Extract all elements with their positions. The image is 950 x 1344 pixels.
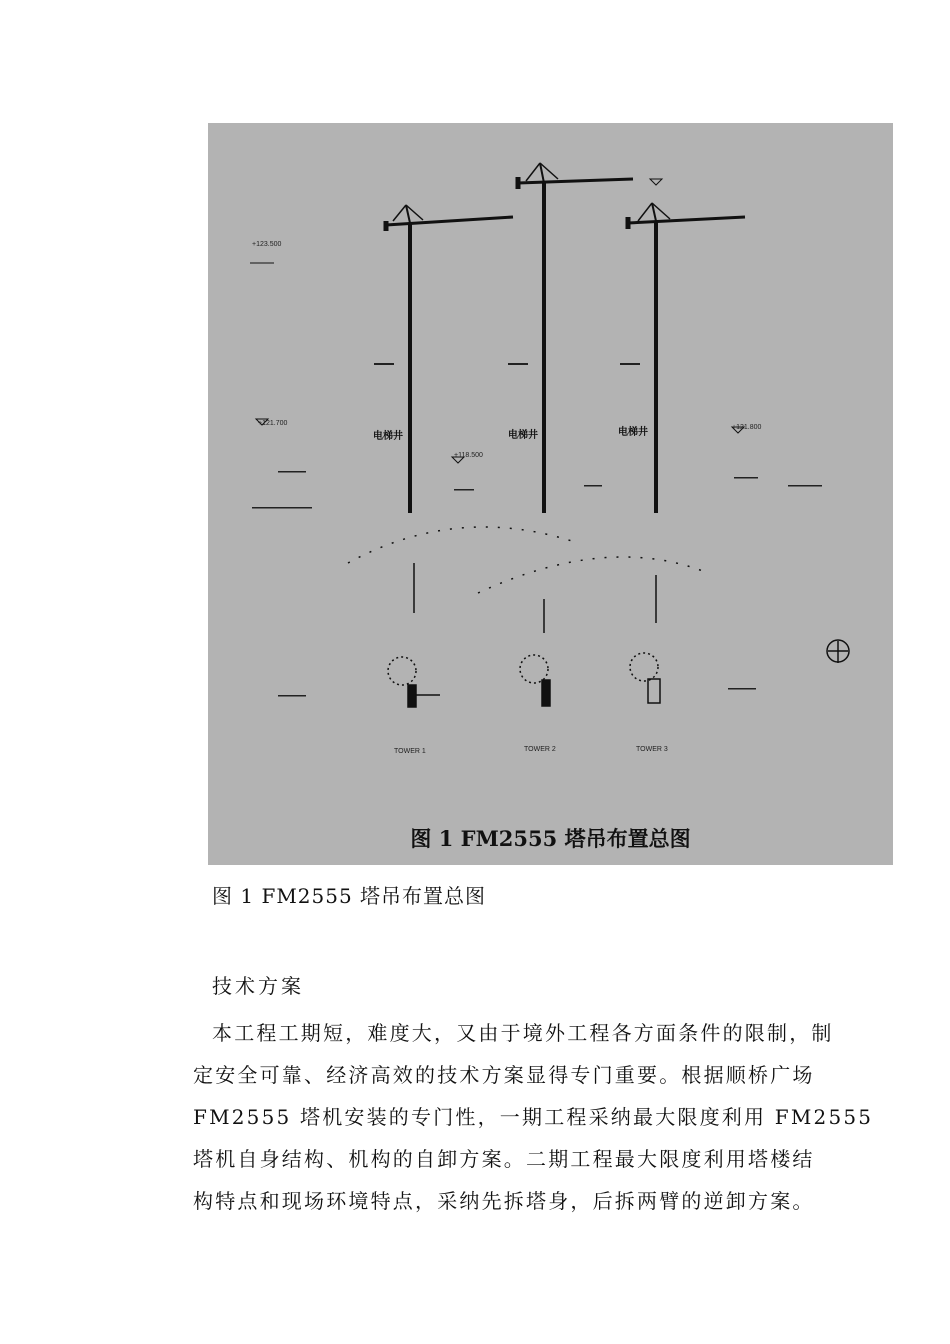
crane-2 [518,163,633,513]
paragraph-line: 构特点和现场环境特点，采纳先拆塔身，后拆两臂的逆卸方案。 [193,1189,815,1213]
crane-3 [628,203,745,513]
elevator-label-2: 电梯井 [508,430,538,441]
tower-label-1: TOWER 1 [394,748,426,755]
crane-1 [386,205,513,513]
body-paragraph [193,1012,874,1222]
plan-view [348,527,849,707]
figure-embedded-caption: 图 1 FM2555 塔吊布置总图 [410,826,691,851]
elevation-label-2: +121.700 [258,420,288,427]
paragraph-line: 定安全可靠、经济高效的技术方案显得专门重要。根据顺桥广场 [193,1063,815,1087]
paragraph-line: 塔机自身结构、机构的自卸方案。二期工程最大限度利用塔楼结 [193,1147,815,1171]
elevator-label-1: 电梯井 [373,431,403,442]
tower-label-2: TOWER 2 [524,746,556,753]
crane-drawing [208,123,893,865]
tower-crane-layout-figure [208,123,893,865]
elevator-label-3: 电梯井 [618,427,648,438]
figure-caption: 图 1 FM2555 塔吊布置总图 [212,884,487,908]
tower-label-3: TOWER 3 [636,746,668,753]
elevation-label-3: +118.500 [454,452,483,459]
section-heading: 技术方案 [212,974,304,998]
elevation-label-1: +123.500 [252,241,282,248]
drawing-marks [252,363,822,697]
elevation-label-4: +121.800 [732,424,762,431]
paragraph-line: 本工程工期短，难度大，又由于境外工程各方面条件的限制，制 [212,1021,834,1045]
paragraph-line: FM2555 塔机安装的专门性，一期工程采纳最大限度利用 FM2555 [193,1105,874,1129]
